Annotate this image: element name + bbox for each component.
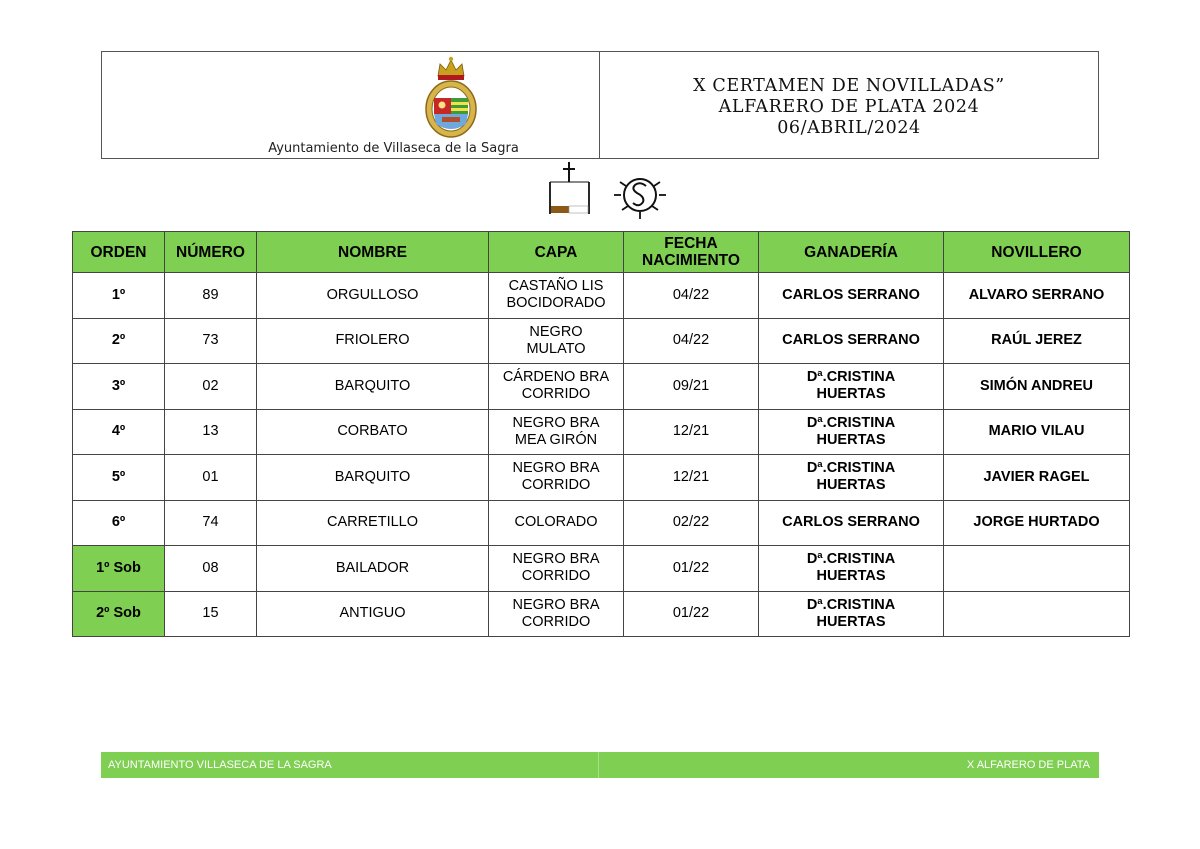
cell-fecha: 01/22 — [624, 546, 759, 592]
cell-nombre: CARRETILLO — [257, 500, 489, 546]
table-row — [73, 455, 1130, 501]
cell-ganaderia: CARLOS SERRANO — [759, 500, 944, 546]
ayuntamiento-label: Ayuntamiento de Villaseca de la Sagra — [268, 141, 519, 156]
cell-novillero: RAÚL JEREZ — [944, 318, 1130, 364]
event-title: X CERTAMEN DE NOVILLADAS” — [693, 75, 1005, 96]
cell-ganaderia: Dª.CRISTINA HUERTAS — [759, 364, 944, 410]
event-subtitle: ALFARERO DE PLATA 2024 — [718, 96, 980, 117]
header-box — [101, 51, 1099, 159]
cell-ganaderia: Dª.CRISTINA HUERTAS — [759, 409, 944, 455]
cell-nombre: CORBATO — [257, 409, 489, 455]
cell-numero: 89 — [165, 273, 257, 319]
cell-novillero: MARIO VILAU — [944, 409, 1130, 455]
cell-ganaderia: CARLOS SERRANO — [759, 318, 944, 364]
cell-fecha: 04/22 — [624, 273, 759, 319]
cell-novillero: SIMÓN ANDREU — [944, 364, 1130, 410]
cell-fecha: 12/21 — [624, 455, 759, 501]
footer-right-text: X ALFARERO DE PLATA — [966, 759, 1090, 771]
table-row — [73, 318, 1130, 364]
cell-novillero — [944, 546, 1130, 592]
cell-capa: NEGRO BRA CORRIDO — [489, 455, 624, 501]
event-date: 06/ABRIL/2024 — [777, 117, 921, 138]
header-novillero: NOVILLERO — [944, 232, 1130, 273]
cell-numero: 02 — [165, 364, 257, 410]
cell-novillero: JAVIER RAGEL — [944, 455, 1130, 501]
table-row — [73, 273, 1130, 319]
cell-ganaderia: Dª.CRISTINA HUERTAS — [759, 546, 944, 592]
cell-capa: NEGRO BRA MEA GIRÓN — [489, 409, 624, 455]
footer-left-text: AYUNTAMIENTO VILLASECA DE LA SAGRA — [101, 752, 599, 778]
cell-fecha: 12/21 — [624, 409, 759, 455]
table-header-row — [73, 232, 1130, 273]
cell-fecha: 02/22 — [624, 500, 759, 546]
table-row — [73, 500, 1130, 546]
cell-novillero — [944, 591, 1130, 637]
header-capa: CAPA — [489, 232, 624, 273]
cell-capa: NEGRO BRA CORRIDO — [489, 591, 624, 637]
coat-of-arms-logo — [420, 54, 482, 140]
cell-ganaderia: CARLOS SERRANO — [759, 273, 944, 319]
header-left-panel — [102, 52, 600, 158]
cell-nombre: BAILADOR — [257, 546, 489, 592]
cell-capa: NEGRO BRA CORRIDO — [489, 546, 624, 592]
cell-numero: 13 — [165, 409, 257, 455]
cell-numero: 74 — [165, 500, 257, 546]
cell-novillero: JORGE HURTADO — [944, 500, 1130, 546]
sorteo-table — [72, 231, 1130, 637]
cell-capa: CASTAÑO LIS BOCIDORADO — [489, 273, 624, 319]
table-row — [73, 591, 1130, 637]
header-fecha-nacimiento: FECHA NACIMIENTO — [624, 232, 759, 273]
cell-orden: 5º — [73, 455, 165, 501]
cell-numero: 15 — [165, 591, 257, 637]
cell-numero: 08 — [165, 546, 257, 592]
cell-orden: 2º Sob — [73, 591, 165, 637]
cell-nombre: BARQUITO — [257, 455, 489, 501]
cell-capa: NEGRO MULATO — [489, 318, 624, 364]
cell-capa: CÁRDENO BRA CORRIDO — [489, 364, 624, 410]
table-row — [73, 409, 1130, 455]
header-orden: ORDEN — [73, 232, 165, 273]
chapel-cross-icon — [545, 160, 593, 218]
header-title-panel — [600, 52, 1098, 158]
table-row — [73, 546, 1130, 592]
cell-nombre: ANTIGUO — [257, 591, 489, 637]
cell-fecha: 04/22 — [624, 318, 759, 364]
cell-orden: 1º Sob — [73, 546, 165, 592]
header-nombre: NOMBRE — [257, 232, 489, 273]
table-row — [73, 364, 1130, 410]
cell-orden: 2º — [73, 318, 165, 364]
cell-orden: 1º — [73, 273, 165, 319]
cell-novillero: ALVARO SERRANO — [944, 273, 1130, 319]
footer-bar — [101, 752, 1099, 778]
cell-orden: 6º — [73, 500, 165, 546]
cell-ganaderia: Dª.CRISTINA HUERTAS — [759, 455, 944, 501]
s-brand-icon — [608, 168, 672, 224]
cell-nombre: ORGULLOSO — [257, 273, 489, 319]
header-ganaderia: GANADERÍA — [759, 232, 944, 273]
cell-fecha: 09/21 — [624, 364, 759, 410]
cell-numero: 01 — [165, 455, 257, 501]
cell-ganaderia: Dª.CRISTINA HUERTAS — [759, 591, 944, 637]
cell-fecha: 01/22 — [624, 591, 759, 637]
cell-orden: 3º — [73, 364, 165, 410]
cell-nombre: FRIOLERO — [257, 318, 489, 364]
cell-capa: COLORADO — [489, 500, 624, 546]
cell-nombre: BARQUITO — [257, 364, 489, 410]
cell-numero: 73 — [165, 318, 257, 364]
cell-orden: 4º — [73, 409, 165, 455]
header-numero: NÚMERO — [165, 232, 257, 273]
